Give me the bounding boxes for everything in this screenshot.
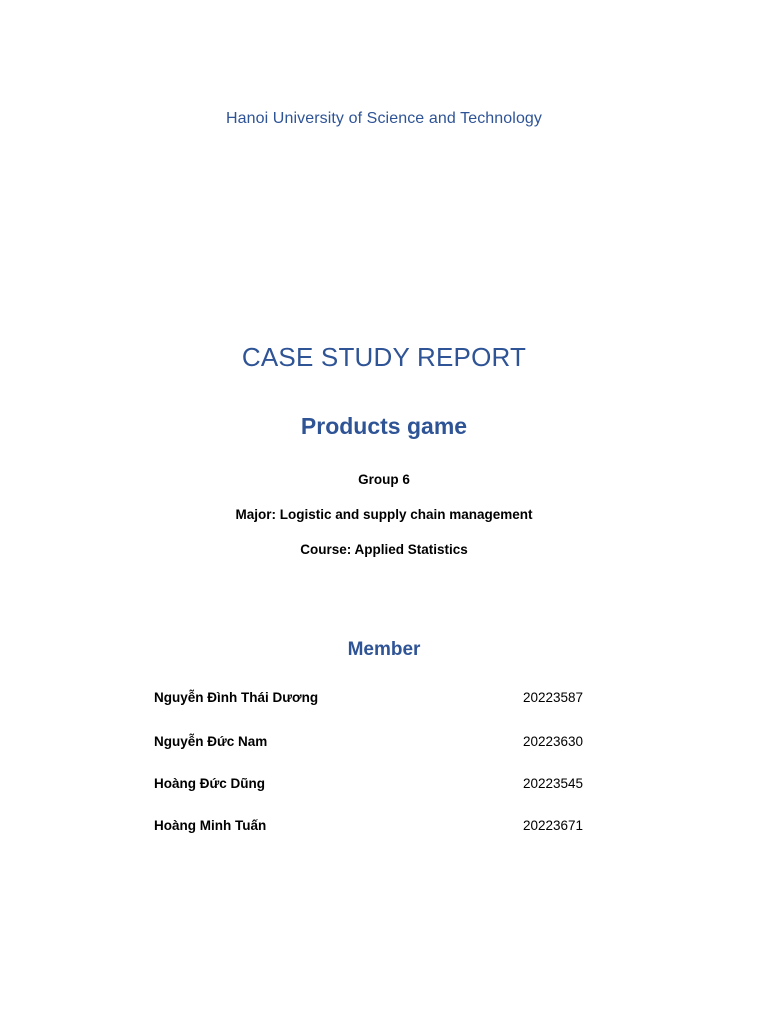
course-label: Course: Applied Statistics bbox=[300, 542, 468, 557]
report-subtitle: Products game bbox=[300, 413, 468, 439]
member-row bbox=[154, 776, 594, 796]
member-heading: Member bbox=[347, 639, 421, 660]
member-name: Nguyễn Đức Nam bbox=[154, 734, 268, 749]
member-id: 20223671 bbox=[523, 818, 584, 833]
group-label: Group 6 bbox=[358, 472, 410, 487]
report-title: CASE STUDY REPORT bbox=[241, 342, 527, 372]
member-name: Nguyễn Đình Thái Dương bbox=[154, 690, 319, 705]
member-id: 20223545 bbox=[523, 776, 584, 791]
member-row bbox=[154, 690, 594, 710]
member-name: Hoàng Đức Dũng bbox=[154, 776, 266, 791]
member-id: 20223587 bbox=[523, 690, 584, 705]
member-row bbox=[154, 818, 594, 838]
member-name: Hoàng Minh Tuấn bbox=[154, 818, 267, 833]
university-name: Hanoi University of Science and Technology bbox=[225, 110, 543, 127]
major-label: Major: Logistic and supply chain management bbox=[235, 507, 533, 522]
member-id: 20223630 bbox=[523, 734, 584, 749]
member-row bbox=[154, 734, 594, 754]
